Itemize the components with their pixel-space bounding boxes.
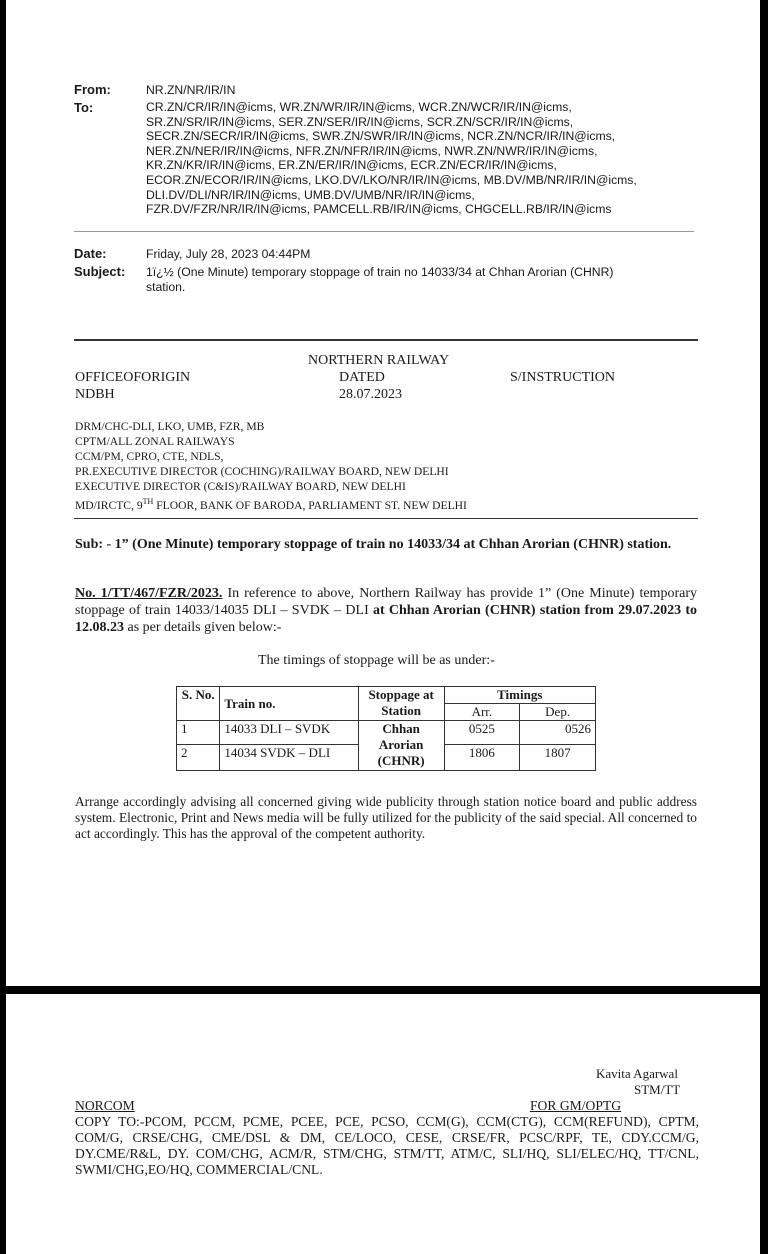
- subject-value: 1ï¿½ (One Minute) temporary stoppage of train no 14033/34 at Chhan Arorian (CHNR) station.: [146, 265, 614, 294]
- signatory-name: Kavita Agarwal: [596, 1066, 678, 1081]
- header-train: Train no.: [220, 687, 358, 721]
- cell-station: Chhan Arorian (CHNR): [358, 721, 444, 771]
- addressee-text: FLOOR, BANK OF BARODA, PARLIAMENT ST. NEW DELHI: [153, 498, 467, 512]
- cell-sno: 1: [177, 721, 220, 745]
- letter-page-2: [6, 994, 760, 1254]
- letter-page-1: [6, 0, 760, 986]
- addressee: CPTM/ALL ZONAL RAILWAYS: [75, 435, 235, 448]
- header-divider: [74, 231, 694, 232]
- date-value: Friday, July 28, 2023 04:44PM: [146, 247, 311, 261]
- header-arr: Arr.: [444, 704, 520, 721]
- cell-sno: 2: [177, 745, 220, 771]
- reference-number: No. 1/TT/467/FZR/2023.: [75, 586, 223, 601]
- header-timings: Timings: [444, 687, 595, 704]
- addressee: EXECUTIVE DIRECTOR (C&IS)/RAILWAY BOARD, NEW DELHI: [75, 480, 406, 493]
- addressee-text: MD/IRCTC, 9: [75, 498, 143, 512]
- body-text: as per details given below:-: [124, 620, 282, 635]
- cell-train: 14034 SVDK – DLI: [220, 745, 358, 771]
- table-header-row: [177, 687, 596, 704]
- cell-dep: 0526: [520, 721, 596, 745]
- to-recipients: CR.ZN/CR/IR/IN@icms, WR.ZN/WR/IR/IN@icms, WCR.ZN/WCR/IR/IN@icms, SR.ZN/SR/IR/IN@icms, SER.ZN/SER/IR/IN@icms, SCR.ZN/SCR/IR/IN@icms, SECR.ZN/SECR/IR/IN@icms, SWR.ZN/SWR/IR/IN@icms, NCR.ZN/NCR/IR/IN@icms, NER.ZN/NER/IR/IN@icms, NFR.ZN/NFR/IR/IN@icms, NWR.ZN/NWR/IR/IN@icms, KR.ZN/KR/IR/IN@icms, ER.ZN/ER/IR/IN@icms, ECR.ZN/ECR/IR/IN@icms, ECOR.ZN/ECOR/IR/IN@icms, LKO.DV/LKO/NR/IR/IN@icms, MB.DV/MB/NR/IR/IN@icms, DLI.DV/DLI/NR/IR/IN@icms, UMB.DV/UMB/NR/IR/IN@icms, FZR.DV/FZR/NR/IR/IN@icms, PAMCELL.RB/IR/IN@icms, CHGCELL.RB/IR/IN@icms: [146, 100, 637, 217]
- org-name: NORTHERN RAILWAY: [308, 353, 450, 368]
- date-label: Date:: [74, 246, 107, 261]
- superscript: TH: [142, 497, 154, 506]
- cell-arr: 0525: [444, 721, 520, 745]
- letter-subject: Sub: - 1” (One Minute) temporary stoppage of train no 14033/34 at Chhan Arorian (CHNR) station.: [75, 537, 672, 552]
- body-bold-text: at Chhan Arorian (CHNR) station from 29.07.2023 to 12.08.23: [75, 603, 697, 635]
- office-of-origin-value: NDBH: [75, 387, 115, 402]
- to-label: To:: [74, 100, 94, 115]
- addressee-list: [75, 419, 675, 513]
- addressee: DRM/CHC-DLI, LKO, UMB, FZR, MB: [75, 420, 265, 433]
- cell-train: 14033 DLI – SVDK: [220, 721, 358, 745]
- header-dep: Dep.: [520, 704, 596, 721]
- copy-to-list: COPY TO:-PCOM, PCCM, PCME, PCEE, PCE, PCSO, CCM(G), CCM(CTG), CCM(REFUND), CPTM, COM/G, CRSE/CHG, CME/DSL & DM, CE/LOCO, CESE, CRSE/FR, PCSC/RPF, TE, CDY.CCM/G, DY.CME/R&L, DY. COM/CHG, ACM/R, STM/CHG, STM/TT, ATM/C, SLI/HQ, SLI/ELEC/HQ, TT/CNL, SWMI/CHG,EO/HQ, COMMERCIAL/CNL.: [75, 1114, 699, 1177]
- cell-dep: 1807: [520, 745, 596, 771]
- for-gm-label: FOR GM/OPTG: [530, 1098, 622, 1113]
- office-of-origin-label: OFFICEOFORIGIN: [75, 370, 191, 385]
- header-sno: S. No.: [177, 687, 220, 721]
- dated-label: DATED: [339, 370, 385, 385]
- letterhead-top-rule: [74, 339, 698, 341]
- from-value: NR.ZN/NR/IR/IN: [146, 83, 236, 97]
- letter-body: [75, 585, 697, 636]
- subject-label: Subject:: [74, 264, 126, 279]
- dated-value: 28.07.2023: [339, 387, 402, 402]
- from-label: From:: [74, 82, 111, 97]
- table-row: [177, 721, 596, 745]
- timings-table: [176, 686, 596, 771]
- cell-arr: 1806: [444, 745, 520, 771]
- timings-intro: The timings of stoppage will be as under:-: [258, 653, 495, 668]
- body-text: In reference to above, Northern Railway has provide 1” (One Minute) temporary stoppage of train 14033/14035 DLI – SVDK – DLI: [75, 586, 697, 618]
- addressee: PR.EXECUTIVE DIRECTOR (COCHING)/RAILWAY BOARD, NEW DELHI: [75, 465, 449, 478]
- closing-paragraph: Arrange accordingly advising all concerned giving wide publicity through station notice board and public address system. Electronic, Print and News media will be fully utilized for the publicity of the said special. All concerned to act accordingly. This has the approval of the competent authority.: [75, 794, 697, 841]
- header-stoppage: Stoppage at Station: [358, 687, 444, 721]
- instruction-type: S/INSTRUCTION: [510, 370, 616, 385]
- signatory-designation: STM/TT: [634, 1082, 681, 1097]
- addressee-rule: [74, 518, 698, 519]
- addressee: CCM/PM, CPRO, CTE, NDLS,: [75, 450, 224, 463]
- norcom-label: NORCOM: [75, 1098, 135, 1113]
- addressee: [75, 494, 675, 513]
